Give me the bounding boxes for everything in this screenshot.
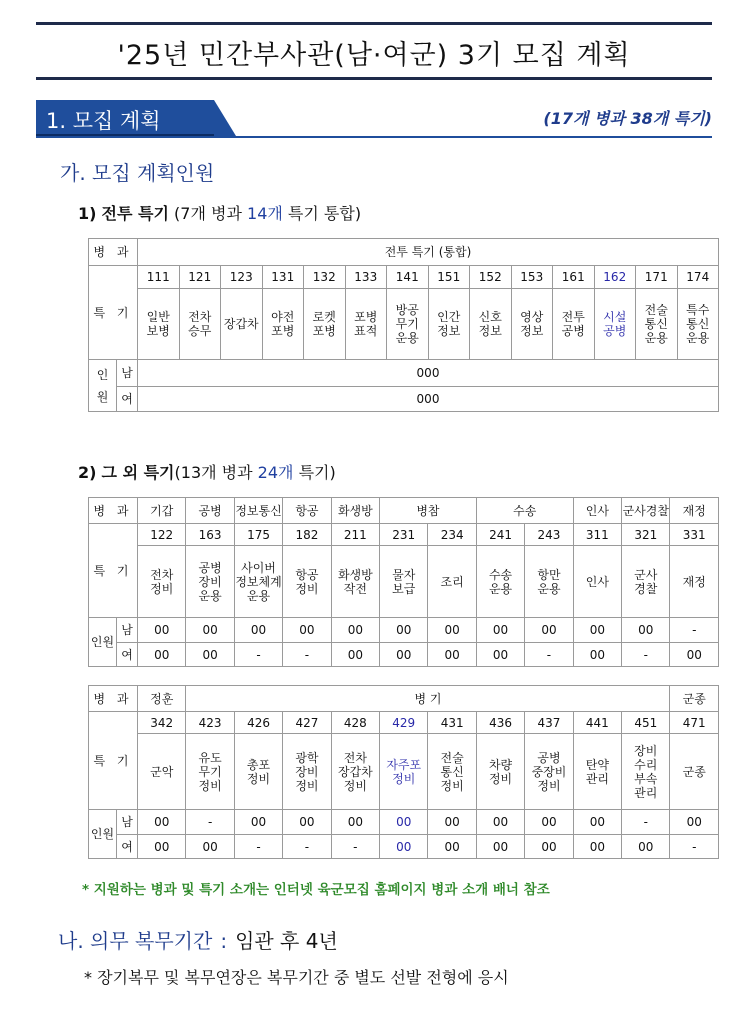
- specialty-code: 162: [594, 266, 636, 289]
- male-label: 남: [117, 810, 138, 835]
- specialty-name: 포병 표적: [345, 289, 387, 360]
- specialty-name: 탄약 관리: [573, 734, 621, 810]
- specialty-code: 428: [331, 712, 379, 734]
- personnel-char-2: 원: [96, 389, 109, 404]
- male-count: 00: [670, 810, 719, 835]
- female-count: 00: [331, 643, 379, 667]
- branch-name: 인사: [573, 498, 621, 524]
- subheading-name: 전투 특기: [101, 204, 169, 223]
- female-count: 00: [476, 835, 524, 859]
- branch-name: 병참: [380, 498, 477, 524]
- specialty-name: 일반 보병: [138, 289, 180, 360]
- male-count: 00: [380, 810, 428, 835]
- female-count: -: [234, 835, 282, 859]
- specialty-code: 171: [636, 266, 678, 289]
- specialty-name: 유도 무기 정비: [186, 734, 234, 810]
- female-count: 00: [186, 643, 234, 667]
- male-count: 00: [138, 810, 186, 835]
- specialty-code: 441: [573, 712, 621, 734]
- female-count: -: [622, 643, 670, 667]
- subheading-number: 1): [78, 204, 97, 223]
- specialty-name: 항공 정비: [283, 546, 331, 618]
- specialty-label: 특 기: [89, 712, 138, 810]
- specialty-code: 431: [428, 712, 476, 734]
- specialty-name: 항만 운용: [525, 546, 573, 618]
- section-summary: (17개 병과 38개 특기): [543, 109, 712, 128]
- specialty-name: 방공 무기 운용: [387, 289, 429, 360]
- specialty-name: 전차 장갑차 정비: [331, 734, 379, 810]
- male-count: 00: [234, 618, 282, 643]
- specialty-code: 133: [345, 266, 387, 289]
- specialty-code: 243: [525, 524, 573, 546]
- specialty-code: 163: [186, 524, 234, 546]
- subheading-recruit-plan: 가. 모집 계획인원: [60, 161, 215, 185]
- specialty-name: 특수 통신 운용: [677, 289, 719, 360]
- female-count: 00: [428, 835, 476, 859]
- female-count: -: [525, 643, 573, 667]
- branch-name: 재정: [670, 498, 719, 524]
- specialty-code: 122: [138, 524, 186, 546]
- title-bar: [36, 22, 712, 80]
- section-underline: [36, 136, 712, 138]
- specialty-name: 전술 통신 정비: [428, 734, 476, 810]
- male-count: 00: [186, 618, 234, 643]
- specialty-name: 수송 운용: [476, 546, 524, 618]
- specialty-label: 특 기: [89, 524, 138, 618]
- male-count: 00: [525, 618, 573, 643]
- female-count: 00: [186, 835, 234, 859]
- specialty-name: 시설 공병: [594, 289, 636, 360]
- male-count: 00: [476, 618, 524, 643]
- female-count: 00: [138, 835, 186, 859]
- male-count: 00: [331, 618, 379, 643]
- specialty-code: 175: [234, 524, 282, 546]
- male-count: 00: [428, 810, 476, 835]
- specialty-name: 신호 정보: [470, 289, 512, 360]
- female-label: 여: [117, 387, 138, 412]
- personnel-label: 인원: [89, 618, 117, 667]
- specialty-name: 총포 정비: [234, 734, 282, 810]
- personnel-char-1: 인: [96, 367, 109, 382]
- specialty-name: 로켓 포병: [304, 289, 346, 360]
- specialty-name: 전차 정비: [138, 546, 186, 618]
- male-label: 남: [117, 618, 138, 643]
- male-count: -: [670, 618, 719, 643]
- specialty-name: 공병 장비 운용: [186, 546, 234, 618]
- female-count: 00: [138, 643, 186, 667]
- specialty-code: 241: [476, 524, 524, 546]
- specialty-code: 141: [387, 266, 429, 289]
- subheading-combat: [78, 201, 361, 224]
- male-count: 00: [283, 618, 331, 643]
- combat-header: 전투 특기 (통합): [138, 239, 719, 266]
- female-count: -: [283, 835, 331, 859]
- specialty-code: 429: [380, 712, 428, 734]
- specialty-label: 특 기: [89, 266, 138, 360]
- male-count: 00: [428, 618, 476, 643]
- specialty-code: 427: [283, 712, 331, 734]
- male-count: 00: [283, 810, 331, 835]
- specialty-name: 인간 정보: [428, 289, 470, 360]
- personnel-label: [89, 360, 117, 412]
- specialty-name: 전차 승무: [179, 289, 221, 360]
- female-count: 00: [573, 835, 621, 859]
- specialty-name: 광학 장비 정비: [283, 734, 331, 810]
- male-count: 00: [525, 810, 573, 835]
- specialty-code: 471: [670, 712, 719, 734]
- specialty-name: 화생방 작전: [331, 546, 379, 618]
- service-period-value: 임관 후 4년: [235, 929, 338, 953]
- combat-female-count: 000: [138, 387, 719, 412]
- specialty-code: 423: [186, 712, 234, 734]
- page-title: '25년 민간부사관(남·여군) 3기 모집 계획: [117, 40, 631, 71]
- male-count: 00: [573, 618, 621, 643]
- specialty-name: 야전 포병: [262, 289, 304, 360]
- specialty-name: 인사: [573, 546, 621, 618]
- female-count: -: [331, 835, 379, 859]
- female-count: 00: [380, 643, 428, 667]
- specialty-name: 장비 수리 부속 관리: [622, 734, 670, 810]
- branch-name: 병 기: [186, 686, 670, 712]
- subheading-name: 그 외 특기: [101, 463, 175, 482]
- female-label: 여: [117, 835, 138, 859]
- specialty-code: 451: [622, 712, 670, 734]
- branch-name: 군사경찰: [622, 498, 670, 524]
- branch-name: 항공: [283, 498, 331, 524]
- male-count: 00: [380, 618, 428, 643]
- subheading-highlight: 14개: [247, 204, 283, 223]
- specialty-name: 공병 중장비 정비: [525, 734, 573, 810]
- specialty-code: 311: [573, 524, 621, 546]
- specialty-code: 342: [138, 712, 186, 734]
- specialty-name: 재정: [670, 546, 719, 618]
- branch-name: 정보통신: [234, 498, 282, 524]
- specialty-code: 211: [331, 524, 379, 546]
- female-count: -: [283, 643, 331, 667]
- male-label: 남: [117, 360, 138, 387]
- female-count: -: [234, 643, 282, 667]
- service-period-separator: :: [220, 929, 228, 953]
- specialty-code: 321: [622, 524, 670, 546]
- branch-name: 화생방: [331, 498, 379, 524]
- male-count: 00: [331, 810, 379, 835]
- female-count: 00: [380, 835, 428, 859]
- other-specialty-table-2: [88, 685, 719, 859]
- branch-name: 군종: [670, 686, 719, 712]
- female-count: 00: [428, 643, 476, 667]
- branch-label: 병 과: [89, 498, 138, 524]
- service-period-title: 나. 의무 복무기간: [58, 929, 213, 953]
- specialty-code: 121: [179, 266, 221, 289]
- subheading-post: 특기): [293, 463, 336, 482]
- branch-name: 정훈: [138, 686, 186, 712]
- male-count: 00: [234, 810, 282, 835]
- specialty-name: 차량 정비: [476, 734, 524, 810]
- specialty-code: 111: [138, 266, 180, 289]
- other-specialty-table-1: [88, 497, 719, 667]
- female-label: 여: [117, 643, 138, 667]
- female-count: 00: [670, 643, 719, 667]
- specialty-name: 영상 정보: [511, 289, 553, 360]
- specialty-code: 174: [677, 266, 719, 289]
- specialty-code: 152: [470, 266, 512, 289]
- specialty-code: 182: [283, 524, 331, 546]
- specialty-code: 331: [670, 524, 719, 546]
- specialty-name: 장갑차: [221, 289, 263, 360]
- male-count: 00: [622, 618, 670, 643]
- specialty-name: 전투 공병: [553, 289, 595, 360]
- specialty-name: 물자 보급: [380, 546, 428, 618]
- combat-specialty-table: [88, 238, 719, 412]
- male-count: 00: [476, 810, 524, 835]
- female-count: -: [670, 835, 719, 859]
- personnel-label: 인원: [89, 810, 117, 859]
- branch-name: 공병: [186, 498, 234, 524]
- specialty-name: 사이버 정보체계 운용: [234, 546, 282, 618]
- specialty-code: 437: [525, 712, 573, 734]
- section-header: [36, 100, 712, 138]
- reference-note: * 지원하는 병과 및 특기 소개는 인터넷 육군모집 홈페이지 병과 소개 배너 참조: [82, 882, 550, 898]
- specialty-code: 123: [221, 266, 263, 289]
- branch-label: 병 과: [89, 686, 138, 712]
- specialty-name: 조리: [428, 546, 476, 618]
- combat-male-count: 000: [138, 360, 719, 387]
- specialty-code: 132: [304, 266, 346, 289]
- male-count: -: [186, 810, 234, 835]
- female-count: 00: [622, 835, 670, 859]
- specialty-name: 전술 통신 운용: [636, 289, 678, 360]
- female-count: 00: [476, 643, 524, 667]
- male-count: 00: [138, 618, 186, 643]
- specialty-code: 161: [553, 266, 595, 289]
- specialty-code: 231: [380, 524, 428, 546]
- long-term-service-note: * 장기복무 및 복무연장은 복무기간 중 별도 선발 전형에 응시: [84, 968, 509, 987]
- specialty-code: 426: [234, 712, 282, 734]
- specialty-name: 자주포 정비: [380, 734, 428, 810]
- specialty-code: 436: [476, 712, 524, 734]
- specialty-name: 군종: [670, 734, 719, 810]
- male-count: -: [622, 810, 670, 835]
- specialty-name: 군사 경찰: [622, 546, 670, 618]
- specialty-name: 군악: [138, 734, 186, 810]
- subheading-other: [78, 460, 336, 483]
- subheading-pre: (13개 병과: [174, 463, 258, 482]
- branch-label: 병 과: [89, 239, 138, 266]
- subheading-number: 2): [78, 463, 97, 482]
- service-period: [58, 925, 338, 954]
- branch-name: 수송: [476, 498, 573, 524]
- subheading-post: 특기 통합): [282, 204, 362, 223]
- section-title: 1. 모집 계획: [46, 109, 161, 133]
- male-count: 00: [573, 810, 621, 835]
- subheading-highlight: 24개: [257, 463, 294, 482]
- specialty-code: 234: [428, 524, 476, 546]
- specialty-code: 151: [428, 266, 470, 289]
- specialty-code: 153: [511, 266, 553, 289]
- branch-name: 기갑: [138, 498, 186, 524]
- specialty-code: 131: [262, 266, 304, 289]
- female-count: 00: [573, 643, 621, 667]
- subheading-pre: (7개 병과: [168, 204, 248, 223]
- female-count: 00: [525, 835, 573, 859]
